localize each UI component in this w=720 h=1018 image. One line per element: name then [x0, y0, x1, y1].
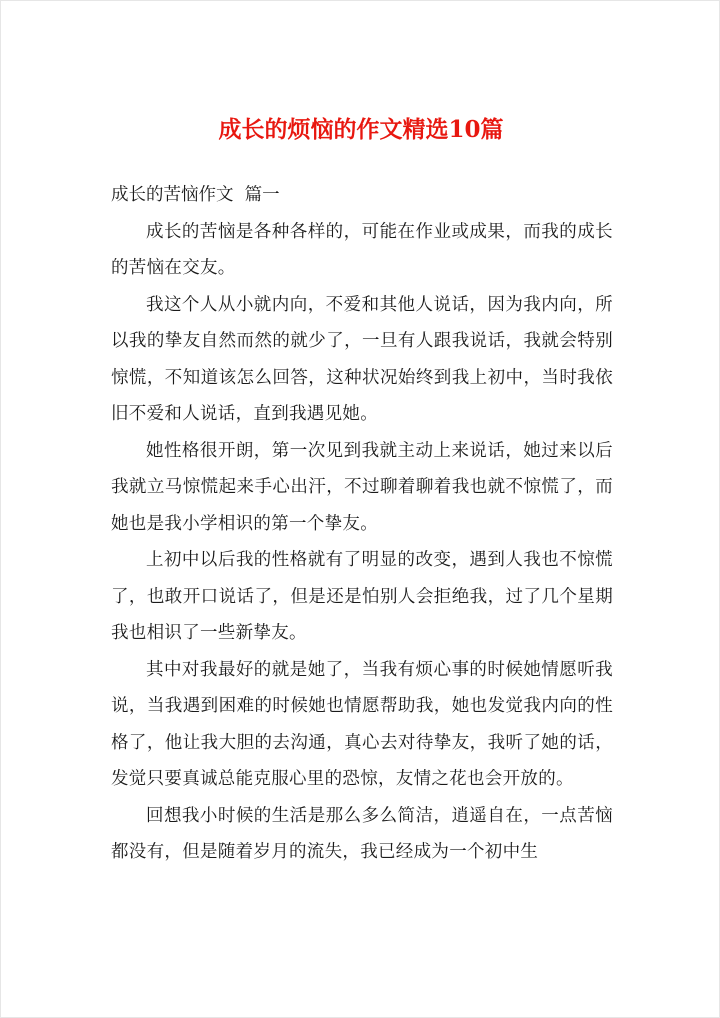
paragraph: 回想我小时候的生活是那么多么简洁，逍遥自在，一点苦恼都没有，但是随着岁月的流失，我已经成为一个初中生 — [111, 805, 613, 862]
paragraph: 我这个人从小就内向，不爱和其他人说话，因为我内向，所以我的挚友自然而然的就少了，一旦有人跟我说话，我就会特别惊慌，不知道该怎么回答，这种状况始终到我上初中，当时我依旧不爱和人说话，直到我遇见她。 — [111, 294, 613, 424]
paragraph: 她性格很开朗，第一次见到我就主动上来说话，她过来以后我就立马惊慌起来手心出汗，不过聊着聊着我也就不惊慌了，而她也是我小学相识的第一个挚友。 — [111, 440, 613, 534]
document-title: 成长的烦恼的作文精选10篇 — [218, 116, 504, 143]
document-body — [111, 177, 613, 871]
paragraph: 上初中以后我的性格就有了明显的改变，遇到人我也不惊慌了，也敢开口说话了，但是还是怕别人会拒绝我，过了几个星期我也相识了一些新挚友。 — [111, 550, 613, 643]
paragraph: 成长的苦恼是各种各样的，可能在作业或成果，而我的成长的苦恼在交友。 — [111, 221, 613, 278]
paragraph: 其中对我最好的就是她了，当我有烦心事的时候她情愿听我说，当我遇到困难的时候她也情愿帮助我，她也发觉我内向的性格了，他让我大胆的去沟通，真心去对待挚友，我听了她的话，发觉只要真诚总能克服心里的恐惊，友情之花也会开放的。 — [111, 659, 613, 789]
section-heading: 成长的苦恼作文 篇一 — [111, 185, 280, 205]
